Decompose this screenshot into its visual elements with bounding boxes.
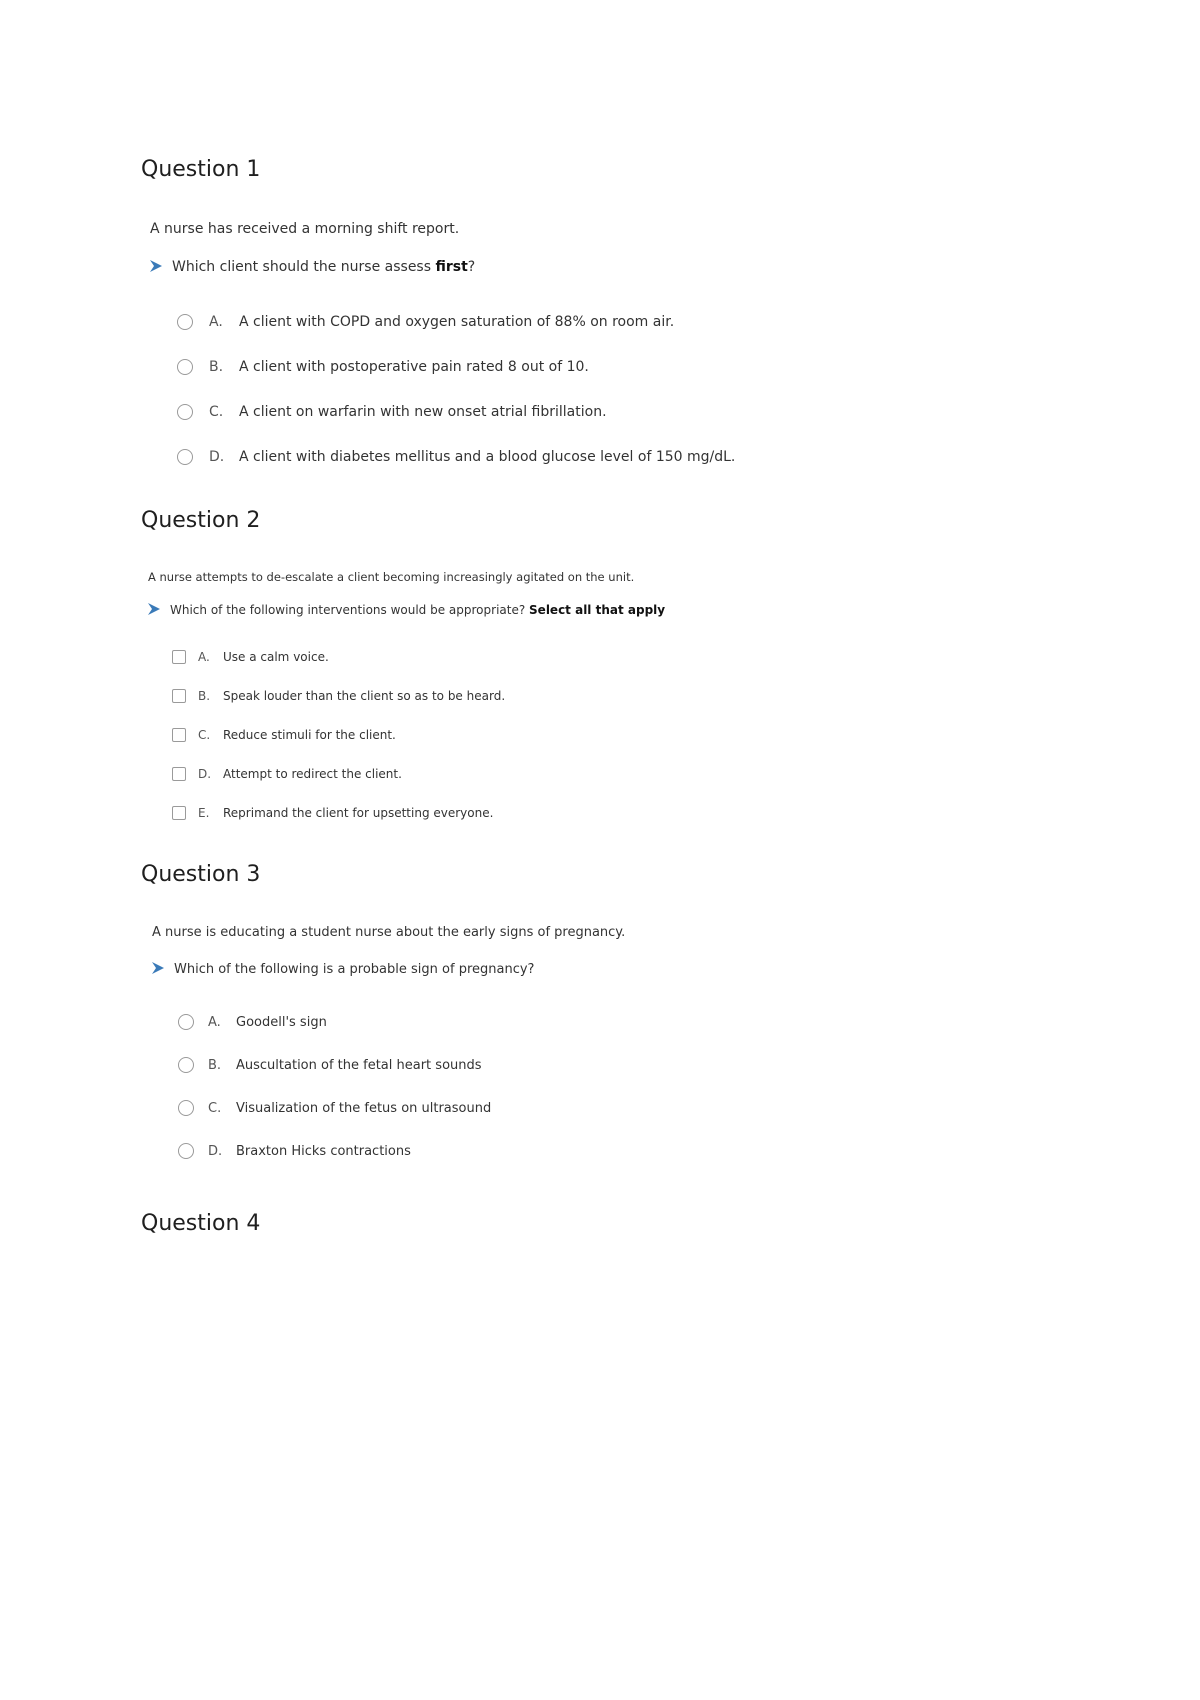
option-text: A client with diabetes mellitus and a blood glucose level of 150 mg/dL. xyxy=(239,449,736,465)
answer-option-a[interactable] xyxy=(178,1014,327,1030)
answer-option-c[interactable] xyxy=(178,1100,491,1116)
prompt-text: Which of the following is a probable sign of pregnancy? xyxy=(174,962,535,977)
radio-button[interactable] xyxy=(177,359,193,375)
option-letter: B. xyxy=(208,1057,222,1073)
option-letter: A. xyxy=(209,314,223,330)
checkbox[interactable] xyxy=(172,728,186,742)
answer-option-d[interactable] xyxy=(172,767,402,781)
checkbox[interactable] xyxy=(172,650,186,664)
question-stem: A nurse is educating a student nurse about the early signs of pregnancy. xyxy=(152,925,626,940)
option-text: A client with COPD and oxygen saturation of 88% on room air. xyxy=(239,314,675,330)
option-text: A client with postoperative pain rated 8 out of 10. xyxy=(239,359,589,375)
answer-option-b[interactable] xyxy=(177,359,589,375)
radio-button[interactable] xyxy=(178,1057,194,1073)
answer-option-c[interactable] xyxy=(177,404,607,420)
option-letter: B. xyxy=(198,689,211,703)
arrowhead-icon xyxy=(150,260,162,272)
answer-option-b[interactable] xyxy=(178,1057,482,1073)
checkbox[interactable] xyxy=(172,767,186,781)
answer-option-b[interactable] xyxy=(172,689,505,703)
answer-option-e[interactable] xyxy=(172,806,493,820)
option-letter: D. xyxy=(198,767,212,781)
prompt-text: Which client should the nurse assess xyxy=(172,259,436,275)
option-letter: D. xyxy=(208,1143,223,1159)
answer-option-c[interactable] xyxy=(172,728,396,742)
prompt-text: Which of the following interventions would be appropriate? xyxy=(170,603,530,617)
radio-button[interactable] xyxy=(177,449,193,465)
answer-option-d[interactable] xyxy=(177,449,735,465)
option-text: Reprimand the client for upsetting everyone. xyxy=(223,806,494,820)
option-text: Braxton Hicks contractions xyxy=(236,1143,411,1159)
question-prompt xyxy=(152,962,534,977)
checkbox[interactable] xyxy=(172,689,186,703)
option-letter: E. xyxy=(198,806,210,820)
option-letter: A. xyxy=(208,1014,221,1030)
arrowhead-icon xyxy=(152,962,164,974)
question-prompt xyxy=(148,603,665,617)
option-text: A client on warfarin with new onset atrial fibrillation. xyxy=(239,404,607,420)
answer-option-a[interactable] xyxy=(177,314,674,330)
answer-option-a[interactable] xyxy=(172,650,329,664)
question-prompt xyxy=(150,259,475,275)
answer-option-d[interactable] xyxy=(178,1143,411,1159)
radio-button[interactable] xyxy=(177,404,193,420)
radio-button[interactable] xyxy=(178,1143,194,1159)
option-letter: D. xyxy=(209,449,225,465)
question-title: Question 1 xyxy=(141,157,261,182)
option-letter: B. xyxy=(209,359,224,375)
prompt-emphasis: first xyxy=(435,259,468,275)
arrowhead-icon xyxy=(148,603,160,615)
question-title: Question 3 xyxy=(141,862,261,887)
radio-button[interactable] xyxy=(177,314,193,330)
option-letter: C. xyxy=(208,1100,222,1116)
question-title: Question 4 xyxy=(141,1211,261,1236)
prompt-suffix: ? xyxy=(467,259,476,275)
option-text: Speak louder than the client so as to be heard. xyxy=(223,689,506,703)
option-text: Use a calm voice. xyxy=(223,650,329,664)
prompt-emphasis: Select all that apply xyxy=(529,603,666,617)
option-text: Auscultation of the fetal heart sounds xyxy=(236,1057,482,1073)
radio-button[interactable] xyxy=(178,1014,194,1030)
option-text: Attempt to redirect the client. xyxy=(223,767,402,781)
option-text: Reduce stimuli for the client. xyxy=(223,728,396,742)
option-text: Visualization of the fetus on ultrasound xyxy=(236,1100,492,1116)
option-letter: A. xyxy=(198,650,210,664)
option-letter: C. xyxy=(209,404,224,420)
question-title: Question 2 xyxy=(141,508,261,533)
question-stem: A nurse attempts to de-escalate a client becoming increasingly agitated on the unit. xyxy=(148,570,635,584)
option-text: Goodell's sign xyxy=(236,1014,327,1030)
checkbox[interactable] xyxy=(172,806,186,820)
option-letter: C. xyxy=(198,728,211,742)
question-stem: A nurse has received a morning shift report. xyxy=(150,221,460,237)
radio-button[interactable] xyxy=(178,1100,194,1116)
